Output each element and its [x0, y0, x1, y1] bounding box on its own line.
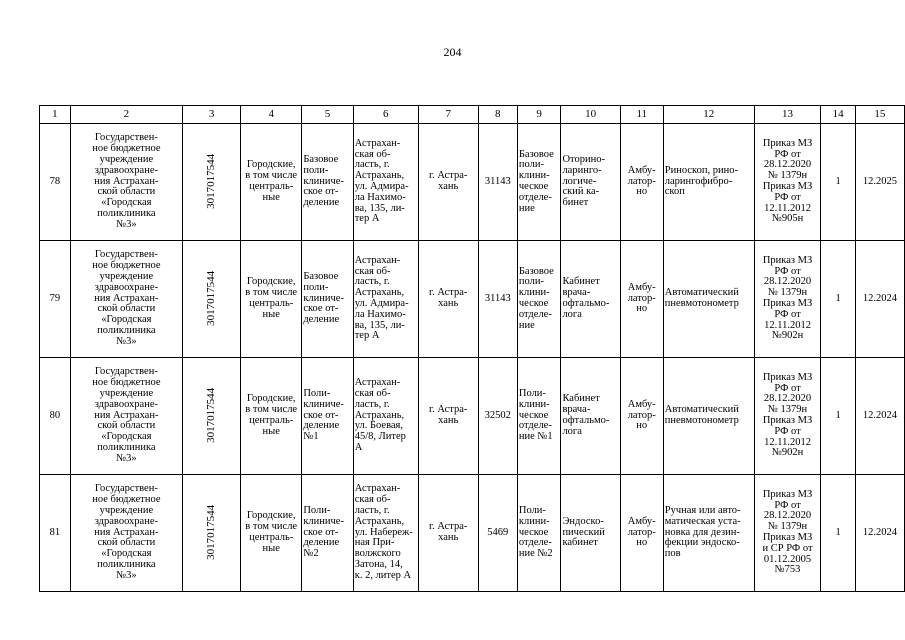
equipment-cell: Ручная или авто- матическая уста- новка для дезин- фекции эндоско- пов — [663, 475, 754, 592]
inn-cell — [183, 475, 241, 592]
equipment-cell: Автоматический пневмотонометр — [663, 358, 754, 475]
room-cell: Кабинет врача- офтальмо- лога — [561, 241, 620, 358]
city-cell: г. Астра- хань — [418, 475, 478, 592]
quantity-cell: 1 — [821, 358, 855, 475]
area-cell: Городские, в том числе централь- ные — [241, 124, 302, 241]
code-cell: 32502 — [478, 358, 517, 475]
care-type-cell: Амбу- латор- но — [620, 358, 663, 475]
room-cell: Эндоско- пический кабинет — [561, 475, 620, 592]
organization-cell: Государствен- ное бюджетное учреждение здравоохране- ния Астрахан- ской области «Городская поликлиника №3» — [70, 241, 182, 358]
city-cell: г. Астра- хань — [418, 124, 478, 241]
inn-text: 3017017544 — [205, 504, 218, 560]
order-cell: Приказ МЗ РФ от 28.12.2020 № 1379н Приказ МЗ РФ от 12.11.2012 №905н — [754, 124, 821, 241]
area-cell: Городские, в том числе централь- ные — [241, 475, 302, 592]
organization-cell: Государствен- ное бюджетное учреждение здравоохране- ния Астрахан- ской области «Городская поликлиника №3» — [70, 475, 182, 592]
header-cell: 10 — [561, 106, 620, 124]
room-cell: Кабинет врача- офтальмо- лога — [561, 358, 620, 475]
care-type-cell: Амбу- латор- но — [620, 241, 663, 358]
header-cell: 14 — [821, 106, 855, 124]
code-cell: 31143 — [478, 124, 517, 241]
order-cell: Приказ МЗ РФ от 28.12.2020 № 1379н Приказ МЗ РФ от 12.11.2012 №902н — [754, 241, 821, 358]
unit-cell: Базовое поли- клиниче- ское от- деление — [302, 124, 353, 241]
order-cell: Приказ МЗ РФ от 28.12.2020 № 1379н Приказ МЗ и СР РФ от 01.12.2005 №753 — [754, 475, 821, 592]
room-cell: Оторино- ларинго- логиче- ский ка- бинет — [561, 124, 620, 241]
department-cell: Поли- клини- ческое отделе- ние №2 — [517, 475, 561, 592]
organization-cell: Государствен- ное бюджетное учреждение здравоохране- ния Астрахан- ской области «Городская поликлиника №3» — [70, 358, 182, 475]
header-cell: 15 — [855, 106, 904, 124]
table-body — [40, 124, 905, 592]
department-cell: Базовое поли- клини- ческое отделе- ние — [517, 241, 561, 358]
date-cell: 12.2024 — [855, 475, 904, 592]
header-cell: 5 — [302, 106, 353, 124]
inn-cell — [183, 241, 241, 358]
header-cell: 3 — [183, 106, 241, 124]
date-cell: 12.2024 — [855, 358, 904, 475]
inn-text: 3017017544 — [205, 387, 218, 443]
care-type-cell: Амбу- латор- но — [620, 475, 663, 592]
city-cell: г. Астра- хань — [418, 241, 478, 358]
order-cell: Приказ МЗ РФ от 28.12.2020 № 1379н Приказ МЗ РФ от 12.11.2012 №902н — [754, 358, 821, 475]
header-cell: 12 — [663, 106, 754, 124]
address-cell: Астрахан- ская об- ласть, г. Астрахань, ул. Адмира- ла Нахимо- ва, 135, ли- тер А — [353, 241, 418, 358]
inn-text: 3017017544 — [205, 270, 218, 326]
header-cell: 13 — [754, 106, 821, 124]
inn-cell — [183, 124, 241, 241]
header-cell: 1 — [40, 106, 71, 124]
department-cell: Поли- клини- ческое отделе- ние №1 — [517, 358, 561, 475]
inn-cell — [183, 358, 241, 475]
equipment-table — [39, 105, 905, 592]
address-cell: Астрахан- ская об- ласть, г. Астрахань, ул. Набереж- ная При- волжского Затона, 14, к. 2, литер А — [353, 475, 418, 592]
unit-cell: Поли- клиниче- ское от- деление №1 — [302, 358, 353, 475]
table-row — [40, 358, 905, 475]
city-cell: г. Астра- хань — [418, 358, 478, 475]
address-cell: Астрахан- ская об- ласть, г. Астрахань, ул. Адмира- ла Нахимо- ва, 135, ли- тер А — [353, 124, 418, 241]
care-type-cell: Амбу- латор- но — [620, 124, 663, 241]
unit-cell: Поли- клиниче- ское от- деление №2 — [302, 475, 353, 592]
table-row — [40, 124, 905, 241]
header-cell: 11 — [620, 106, 663, 124]
code-cell: 31143 — [478, 241, 517, 358]
inn-text: 3017017544 — [205, 153, 218, 209]
area-cell: Городские, в том числе централь- ные — [241, 358, 302, 475]
equipment-cell: Риноскоп, рино- ларингофибро- скоп — [663, 124, 754, 241]
header-cell: 7 — [418, 106, 478, 124]
header-cell: 6 — [353, 106, 418, 124]
date-cell: 12.2025 — [855, 124, 904, 241]
header-row — [40, 106, 905, 124]
row-number-cell: 79 — [40, 241, 71, 358]
quantity-cell: 1 — [821, 124, 855, 241]
table-row — [40, 475, 905, 592]
unit-cell: Базовое поли- клиниче- ское от- деление — [302, 241, 353, 358]
date-cell: 12.2024 — [855, 241, 904, 358]
department-cell: Базовое поли- клини- ческое отделе- ние — [517, 124, 561, 241]
code-cell: 5469 — [478, 475, 517, 592]
address-cell: Астрахан- ская об- ласть, г. Астрахань, ул. Боевая, 45/8, Литер А — [353, 358, 418, 475]
area-cell: Городские, в том числе централь- ные — [241, 241, 302, 358]
header-cell: 2 — [70, 106, 182, 124]
row-number-cell: 81 — [40, 475, 71, 592]
page-number: 204 — [443, 45, 462, 59]
row-number-cell: 80 — [40, 358, 71, 475]
header-cell: 8 — [478, 106, 517, 124]
header-cell: 9 — [517, 106, 561, 124]
header-cell: 4 — [241, 106, 302, 124]
organization-cell: Государствен- ное бюджетное учреждение здравоохране- ния Астрахан- ской области «Городская поликлиника №3» — [70, 124, 182, 241]
quantity-cell: 1 — [821, 241, 855, 358]
equipment-cell: Автоматический пневмотонометр — [663, 241, 754, 358]
row-number-cell: 78 — [40, 124, 71, 241]
table-row — [40, 241, 905, 358]
quantity-cell: 1 — [821, 475, 855, 592]
